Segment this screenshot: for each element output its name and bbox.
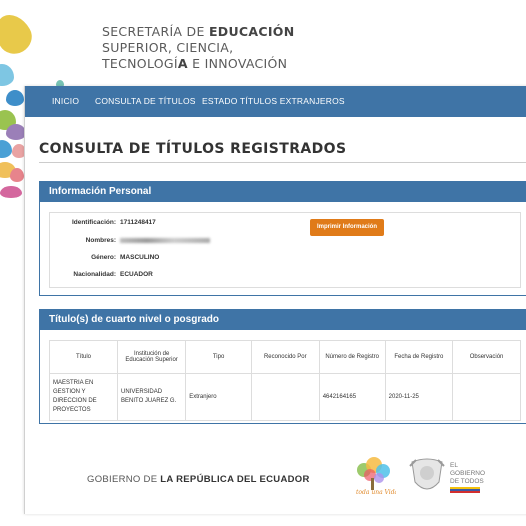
org-line2: SUPERIOR, CIENCIA, [102,40,234,55]
col-observacion: Observación [453,341,521,374]
gobierno-line3: DE TODOS [450,478,484,485]
nav-item-inicio[interactable]: INICIO [52,96,80,106]
footer-text-bold: LA REPÚBLICA DEL ECUADOR [160,474,310,485]
nav-item-consulta-titulos[interactable]: CONSULTA DE TÍTULOS [95,96,196,106]
gender-value: MASCULINO [120,254,160,261]
col-institucion: Institución de Educación Superior [118,341,186,374]
cell-numero-registro: 4642164165 [319,374,385,421]
cell-reconocido [251,374,319,421]
names-label: Nombres: [85,237,116,244]
nationality-value: ECUADOR [120,271,153,278]
personal-info-panel [39,181,526,296]
table-row [50,374,521,421]
toda-una-vida-logo [350,456,396,498]
cell-institucion: UNIVERSIDAD BENITO JUAREZ G. [118,374,186,421]
names-redacted [120,238,210,243]
navbar [25,86,526,117]
nav-item-estado-extranjeros[interactable]: ESTADO TÍTULOS EXTRANJEROS [202,96,345,106]
title-divider [39,162,526,163]
personal-info-box [49,212,521,288]
print-info-button[interactable]: Imprimir Información [310,219,384,236]
footer-text-thin: GOBIERNO DE [87,474,161,485]
cell-fecha-registro: 2020-11-25 [385,374,452,421]
id-label: Identificación: [71,219,116,226]
gobierno-line2: GOBIERNO [450,470,486,477]
gobierno-line1: EL [450,462,458,469]
toda-una-vida-text: toda una Vida [356,489,396,496]
nationality-label: Nacionalidad: [73,271,116,278]
personal-info-header: Información Personal [40,182,526,202]
footer-government-text [87,474,310,485]
cell-titulo: MAESTRIA EN GESTION Y DIRECCION DE PROYECTOS [50,374,118,421]
organization-logo [102,24,294,72]
main-page [24,86,526,514]
col-reconocido: Reconocido Por [251,341,319,374]
gender-label: Género: [91,254,116,261]
col-numero-registro: Número de Registro [319,341,385,374]
org-line1-bold: EDUCACIÓN [208,24,295,39]
titles-panel [39,309,526,424]
org-line3-c: E INNOVACIÓN [187,56,288,71]
org-line1-thin: SECRETARÍA DE [102,24,209,39]
col-fecha-registro: Fecha de Registro [385,341,452,374]
titles-table-header-row [50,341,521,374]
cell-observacion [453,374,521,421]
page-title: CONSULTA DE TÍTULOS REGISTRADOS [39,141,347,157]
coat-of-arms-logo [408,456,446,498]
col-titulo: Título [50,341,118,374]
gobierno-de-todos-logo [450,462,485,497]
titles-header: Título(s) de cuarto nivel o posgrado [40,310,526,330]
flag-stripes-icon [450,486,480,494]
id-value: 1711248417 [120,219,156,226]
cell-tipo: Extranjero [186,374,252,421]
col-tipo: Tipo [186,341,252,374]
org-line3-a: TECNOLOGÍ [102,56,178,71]
org-line3-b: A [177,56,188,71]
titles-table [49,340,521,421]
